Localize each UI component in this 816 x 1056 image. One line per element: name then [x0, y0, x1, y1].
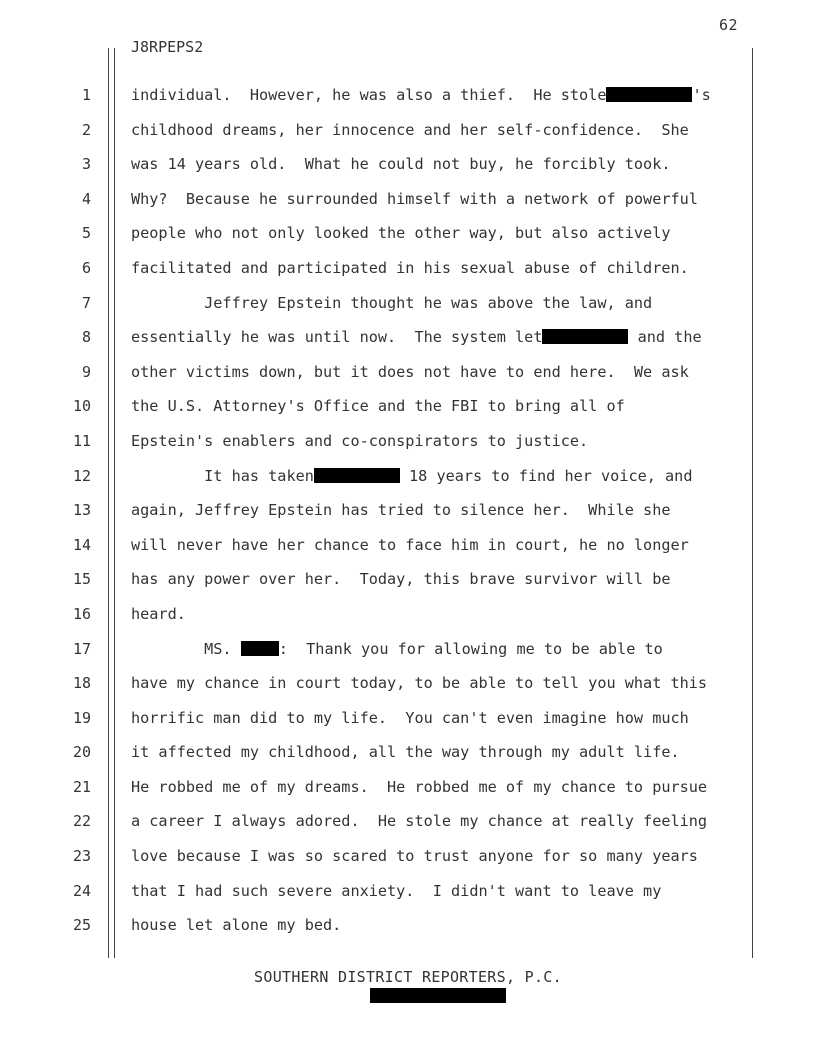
transcript-line [0, 528, 816, 563]
line-number: 15 [72, 570, 91, 589]
line-text [131, 632, 663, 666]
text-segment: will never have her chance to face him in court, he no longer [131, 535, 689, 554]
text-segment: house let alone my bed. [131, 916, 342, 935]
line-text [131, 804, 707, 838]
transcript-line [0, 562, 816, 597]
text-segment: 18 years to find her voice, and [399, 466, 693, 485]
line-text [131, 286, 652, 320]
transcript-line [0, 735, 816, 770]
line-number: 23 [72, 847, 91, 866]
transcript-line [0, 286, 816, 321]
text-segment: has any power over her. Today, this brave survivor will be [131, 570, 671, 589]
text-segment: MS. [131, 639, 241, 658]
text-segment: : Thank you for allowing me to be able to [278, 639, 663, 658]
line-text [131, 424, 588, 458]
transcript-line [0, 320, 816, 355]
text-segment: heard. [131, 604, 186, 623]
transcript-line [0, 632, 816, 667]
line-number: 3 [81, 155, 91, 174]
line-text [131, 182, 698, 216]
text-segment: it affected my childhood, all the way through my adult life. [131, 743, 680, 762]
line-number: 18 [72, 674, 91, 693]
text-segment: Epstein's enablers and co-conspirators to justice. [131, 431, 589, 450]
transcript-line [0, 770, 816, 805]
redaction-bar [606, 87, 692, 102]
text-segment: He robbed me of my dreams. He robbed me of my chance to pursue [131, 777, 708, 796]
line-number: 11 [72, 431, 91, 450]
text-segment: have my chance in court today, to be able to tell you what this [131, 674, 708, 693]
text-segment: a career I always adored. He stole my chance at really feeling [131, 812, 708, 831]
line-number: 8 [81, 328, 91, 347]
line-number: 16 [72, 604, 91, 623]
line-number: 9 [81, 362, 91, 381]
line-text [131, 562, 670, 596]
transcript-line [0, 424, 816, 459]
line-number: 22 [72, 812, 91, 831]
line-text [131, 251, 689, 285]
transcript-line [0, 804, 816, 839]
line-number: 17 [72, 639, 91, 658]
transcript-line [0, 78, 816, 113]
line-text [131, 597, 186, 631]
text-segment: love because I was so scared to trust anyone for so many years [131, 847, 698, 866]
line-number: 4 [81, 189, 91, 208]
redaction-bar [314, 468, 400, 483]
footer-reporter: SOUTHERN DISTRICT REPORTERS, P.C. [254, 968, 562, 986]
line-text [131, 355, 689, 389]
text-segment: Why? Because he surrounded himself with a network of powerful [131, 189, 698, 208]
transcript-line [0, 493, 816, 528]
text-segment: other victims down, but it does not have to end here. We ask [131, 362, 689, 381]
transcript-line [0, 113, 816, 148]
line-number: 5 [81, 224, 91, 243]
document-id: J8RPEPS2 [131, 38, 204, 56]
text-segment: Jeffrey Epstein thought he was above the law, and [131, 293, 653, 312]
redaction-bar [241, 641, 279, 656]
transcript-line [0, 597, 816, 632]
transcript-line [0, 147, 816, 182]
line-number: 21 [72, 777, 91, 796]
line-number: 7 [81, 293, 91, 312]
footer-redaction-bar [370, 988, 506, 1003]
transcript-line [0, 459, 816, 494]
text-segment: the U.S. Attorney's Office and the FBI to bring all of [131, 397, 625, 416]
line-text [131, 770, 707, 804]
transcript-line [0, 874, 816, 909]
transcript-lines [0, 78, 816, 943]
line-text [131, 320, 702, 354]
line-number: 10 [72, 397, 91, 416]
transcript-line [0, 701, 816, 736]
transcript-line [0, 839, 816, 874]
line-text [131, 459, 692, 493]
line-number: 1 [81, 86, 91, 104]
line-text [131, 874, 661, 908]
line-number: 14 [72, 535, 91, 554]
line-text [131, 908, 341, 942]
line-number: 12 [72, 466, 91, 485]
transcript-line [0, 216, 816, 251]
text-segment: people who not only looked the other way, but also actively [131, 224, 671, 243]
transcript-line [0, 355, 816, 390]
line-text [131, 147, 670, 181]
page-number: 62 [718, 16, 738, 34]
line-number: 24 [72, 881, 91, 900]
line-text [131, 666, 707, 700]
transcript-line [0, 389, 816, 424]
text-segment: and the [628, 328, 702, 347]
text-segment: essentially he was until now. The system let [131, 328, 543, 347]
line-text [131, 528, 689, 562]
text-segment: 's [692, 86, 711, 104]
text-segment: horrific man did to my life. You can't even imagine how much [131, 708, 689, 727]
line-text [131, 839, 698, 873]
transcript-line [0, 251, 816, 286]
line-text [131, 78, 711, 112]
line-number: 20 [72, 743, 91, 762]
line-text [131, 389, 625, 423]
text-segment: individual. However, he was also a thief. He stole [131, 86, 607, 104]
line-text [131, 493, 670, 527]
line-number: 6 [81, 258, 91, 277]
line-number: 13 [72, 501, 91, 520]
text-segment: that I had such severe anxiety. I didn't want to leave my [131, 881, 662, 900]
line-number: 2 [81, 120, 91, 139]
line-text [131, 216, 670, 250]
text-segment: It has taken [131, 466, 314, 485]
line-number: 19 [72, 708, 91, 727]
text-segment: childhood dreams, her innocence and her self-confidence. She [131, 120, 689, 139]
text-segment: was 14 years old. What he could not buy, he forcibly took. [131, 155, 671, 174]
redaction-bar [542, 329, 628, 344]
line-text [131, 735, 680, 769]
line-text [131, 113, 689, 147]
text-segment: again, Jeffrey Epstein has tried to silence her. While she [131, 501, 671, 520]
transcript-line [0, 182, 816, 217]
line-number: 25 [72, 916, 91, 935]
line-text [131, 701, 689, 735]
text-segment: facilitated and participated in his sexual abuse of children. [131, 258, 689, 277]
transcript-line [0, 666, 816, 701]
transcript-line [0, 908, 816, 943]
